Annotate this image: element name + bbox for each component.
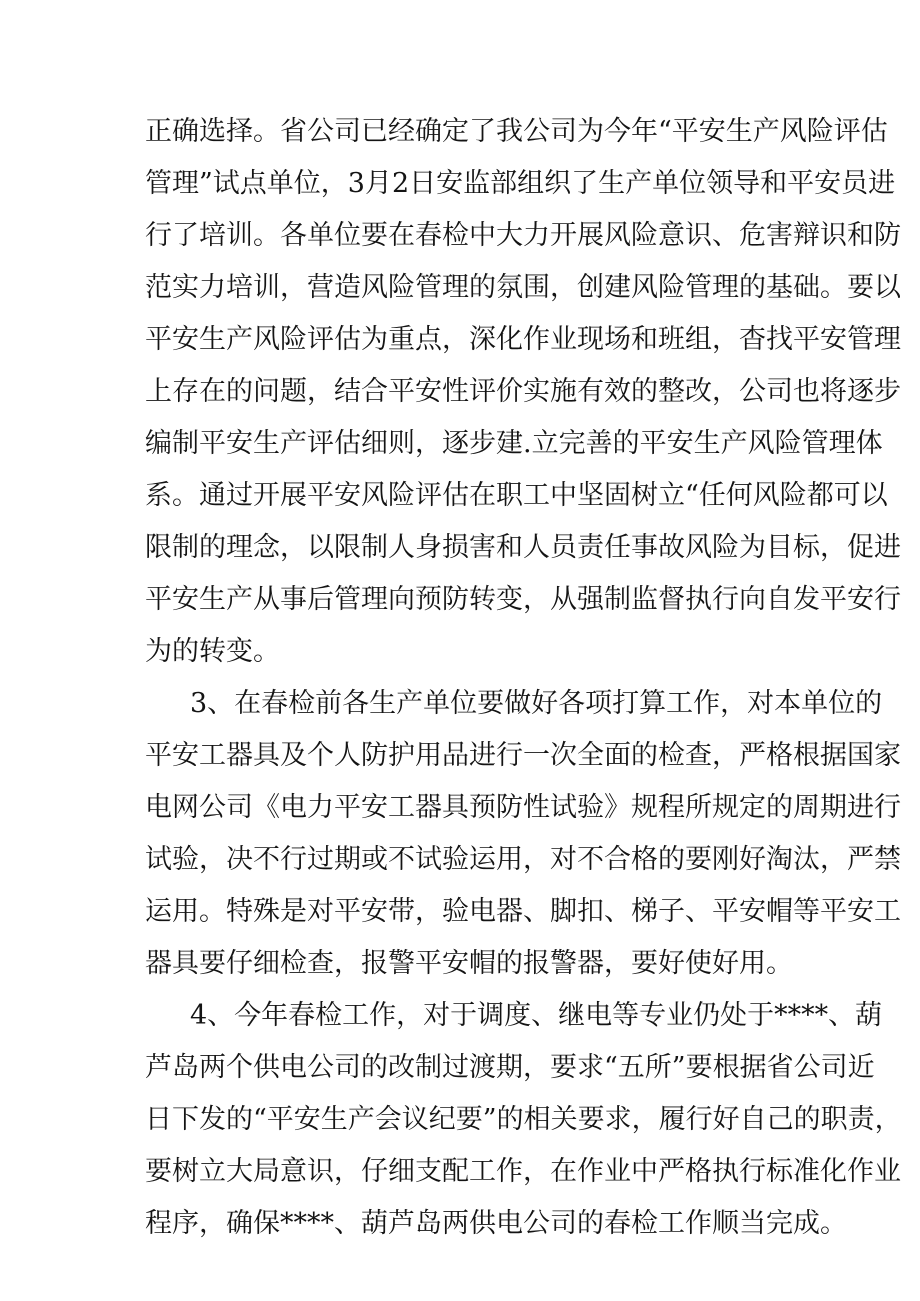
text-line: 电网公司《电力平安工器具预防性试验》规程所规定的周期进行 — [145, 792, 901, 823]
text-line: 日下发的“平安生产会议纪要”的相关要求，履行好自己的职责， — [145, 1104, 902, 1135]
text-line: 程序，确保****、葫芦岛两供电公司的春检工作顺当完成。 — [145, 1208, 847, 1239]
text-line: 平安工器具及个人防护用品进行一次全面的检查，严格根据国家 — [145, 740, 901, 771]
text-line: 范实力培训，营造风险管理的氛围，创建风险管理的基础。要以 — [145, 272, 901, 303]
text-line: 试验，决不行过期或不试验运用，对不合格的要刚好淘汰，严禁 — [145, 844, 901, 875]
text-line: 系。通过开展平安风险评估在职工中坚固树立“任何风险都可以 — [145, 480, 888, 511]
text-line: 为的转变。 — [145, 636, 280, 667]
text-line: 平安生产风险评估为重点，深化作业现场和班组，杳找平安管理 — [145, 324, 901, 355]
text-line: 平安生产从事后管理向预防转变，从强制监督执行向自发平安行 — [145, 584, 901, 615]
text-line: 编制平安生产评估细则，逐步建.立完善的平安生产风险管理体 — [145, 428, 883, 459]
text-line: 3、在春检前各生产单位要做好各项打算工作，对本单位的 — [190, 688, 883, 719]
text-line: 上存在的问题，结合平安性评价实施有效的整改，公司也将逐步 — [145, 376, 901, 407]
text-line: 限制的理念，以限制人身损害和人员责任事故风险为目标，促进 — [145, 532, 901, 563]
text-line: 要树立大局意识，仔细支配工作，在作业中严格执行标准化作业 — [145, 1156, 901, 1187]
text-line: 行了培训。各单位要在春检中大力开展风险意识、危害辩识和防 — [145, 220, 901, 251]
text-line: 正确选择。省公司已经确定了我公司为今年“平安生产风险评估 — [145, 116, 888, 147]
text-line: 运用。特殊是对平安带，验电器、脚扣、梯子、平安帽等平安工 — [145, 896, 901, 927]
text-line: 管理”试点单位，3月2日安监部组织了生产单位领导和平安员进 — [145, 168, 896, 199]
text-line: 芦岛两个供电公司的改制过渡期，要求“五所”要根据省公司近 — [145, 1052, 875, 1083]
text-line: 4、今年春检工作，对于调度、继电等专业仍处于****、葫 — [190, 1000, 883, 1031]
text-line: 器具要仔细检查，报警平安帽的报警器，要好使好用。 — [145, 948, 793, 979]
